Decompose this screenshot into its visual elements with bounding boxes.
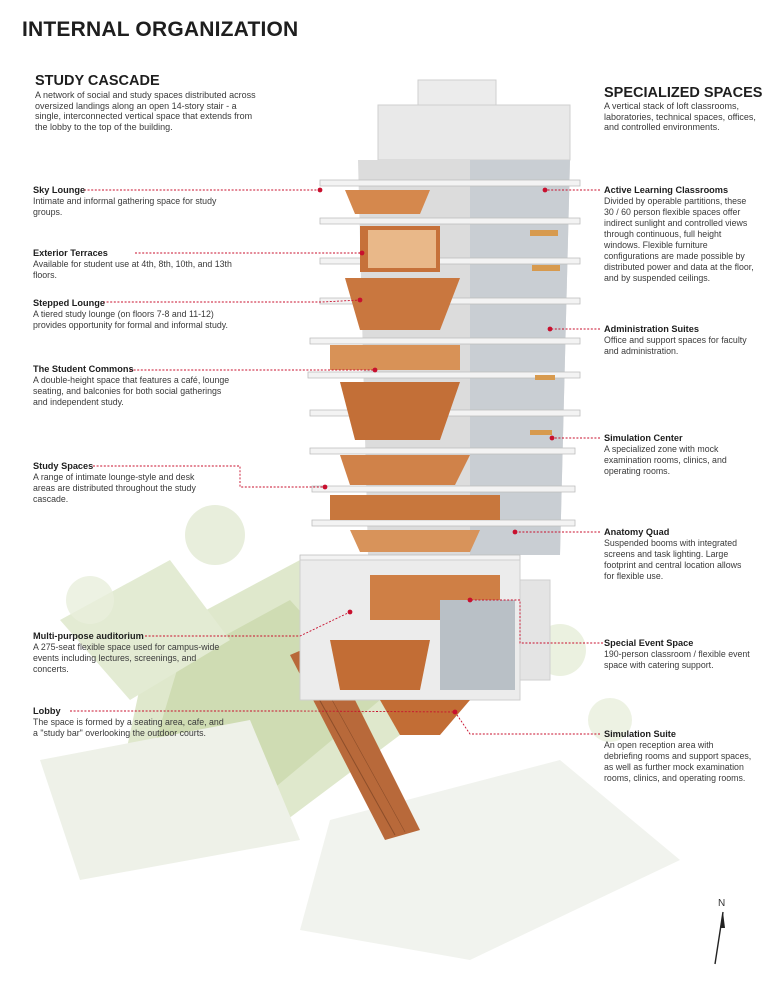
callout-lobby <box>33 706 228 739</box>
callout-description: A tiered study lounge (on floors 7-8 and 11-12) provides opportunity for formal and informal study. <box>33 309 228 330</box>
callout-description: Intimate and informal gathering space for study groups. <box>33 196 217 217</box>
callout-title: Stepped Lounge <box>33 298 105 308</box>
callout-active-learning-classrooms <box>604 185 754 284</box>
page-title: INTERNAL ORGANIZATION <box>22 18 299 41</box>
callout-multipurpose-auditorium <box>33 631 233 675</box>
callout-title: Simulation Suite <box>604 729 676 739</box>
callout-administration-suites <box>604 324 754 357</box>
callout-description: An open reception area with debriefing rooms and support spaces, as well as further mock examination rooms, clinics, and operating rooms. <box>604 740 752 783</box>
callout-title: Active Learning Classrooms <box>604 185 729 195</box>
callout-stepped-lounge <box>33 298 233 331</box>
callout-title: Multi-purpose auditorium <box>33 631 144 641</box>
callout-simulation-center <box>604 433 754 477</box>
callout-description: Suspended booms with integrated screens and task lighting. Large footprint and central location allows for flexible use. <box>604 538 742 581</box>
callout-description: Office and support spaces for faculty and administration. <box>604 335 747 356</box>
callout-description: 190-person classroom / flexible event space with catering support. <box>604 649 750 670</box>
callout-title: Simulation Center <box>604 433 683 443</box>
callout-anatomy-quad <box>604 527 754 582</box>
callout-sky-lounge <box>33 185 233 218</box>
callout-title: Special Event Space <box>604 638 694 648</box>
callout-title: Sky Lounge <box>33 185 86 195</box>
callout-student-commons <box>33 364 233 408</box>
callout-description: Available for student use at 4th, 8th, 10th, and 13th floors. <box>33 259 232 280</box>
callout-title: Lobby <box>33 706 61 716</box>
callout-description: Divided by operable partitions, these 30 / 60 person flexible spaces offer indirect sunlight and controlled views through continuous, full height windows. Flexible furniture configurations are made possible by distributed power and data at the floor, and by suspended ceilings. <box>604 196 754 283</box>
specialized-spaces-title: SPECIALIZED SPACES <box>604 85 763 101</box>
callout-special-event-space <box>604 638 759 671</box>
callout-description: A 275-seat flexible space used for campus-wide events including lectures, screenings, and concerts. <box>33 642 220 674</box>
callout-description: A range of intimate lounge-style and desk areas are distributed throughout the study cascade. <box>33 472 196 504</box>
study-cascade-title: STUDY CASCADE <box>35 73 160 89</box>
study-cascade-description: A network of social and study spaces distributed across oversized landings along an open 14-story stair - a single, interconnected vertical space that extends from the lobby to the top of the building. <box>35 90 256 132</box>
callout-title: The Student Commons <box>33 364 134 374</box>
north-arrow-icon <box>709 898 733 968</box>
callout-study-spaces <box>33 461 213 505</box>
specialized-spaces-description: A vertical stack of loft classrooms, laboratories, technical spaces, offices, and controlled environments. <box>604 101 756 133</box>
north-label: N <box>718 898 726 909</box>
callout-description: A double-height space that features a café, lounge seating, and balconies for both social gatherings and independent study. <box>33 375 230 407</box>
callout-title: Anatomy Quad <box>604 527 670 537</box>
callout-description: A specialized zone with mock examination rooms, clinics, and operating rooms. <box>604 444 727 476</box>
callout-title: Study Spaces <box>33 461 94 471</box>
callout-description: The space is formed by a seating area, cafe, and a "study bar" overlooking the outdoor courts. <box>33 717 224 738</box>
callout-simulation-suite <box>604 729 754 784</box>
callout-title: Exterior Terraces <box>33 248 108 258</box>
callout-title: Administration Suites <box>604 324 699 334</box>
callout-exterior-terraces <box>33 248 233 281</box>
